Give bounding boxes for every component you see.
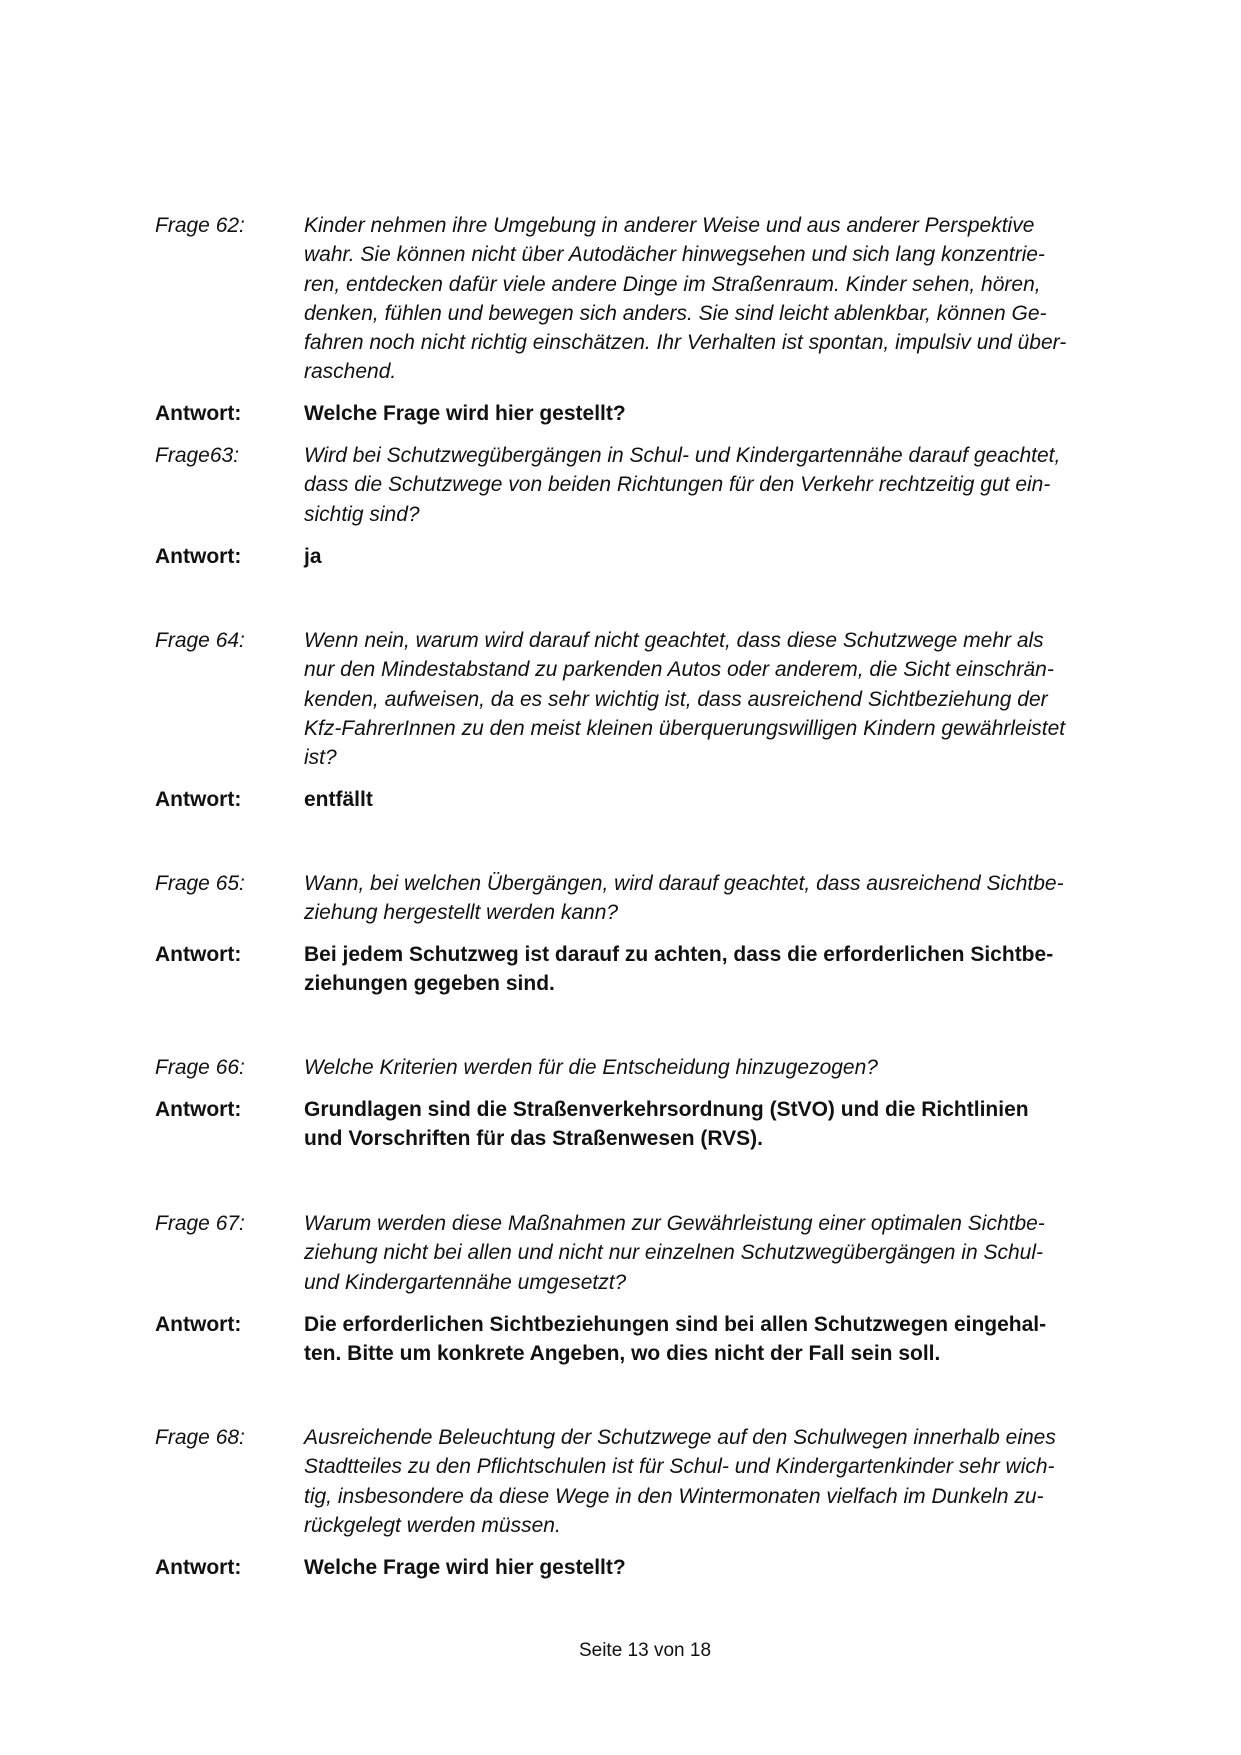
question-text: Wird bei Schutzwegübergängen in Schul- und Kindergartennähe darauf geachtet, dass die Schutzwege von beiden Richtungen für den Verkehr rechtzeitig gut ein- sichtig sind? <box>304 444 1061 526</box>
question-label: Frage 66: <box>155 1056 245 1079</box>
answer-label: Antwort: <box>155 402 242 425</box>
answer-text: Welche Frage wird hier gestellt? <box>304 1556 626 1579</box>
question-text: Warum werden diese Maßnahmen zur Gewährleistung einer optimalen Sichtbe- ziehung nicht bei allen und nicht nur einzelnen Schutzwegübergängen in Schul- und Kindergartennähe umgesetzt? <box>304 1212 1045 1294</box>
question-text: Welche Kriterien werden für die Entscheidung hinzugezogen? <box>304 1056 878 1079</box>
question-label: Frage63: <box>155 444 240 467</box>
answer-text: Die erforderlichen Sichtbeziehungen sind bei allen Schutzwegen eingehal- ten. Bitte um konkrete Angeben, wo dies nicht der Fall sein soll. <box>304 1313 1047 1366</box>
answer-text: Grundlagen sind die Straßenverkehrsordnung (StVO) und die Richtlinien und Vorschriften für das Straßenwesen (RVS). <box>304 1098 1029 1151</box>
answer-label: Antwort: <box>155 1556 242 1579</box>
question-label: Frage 64: <box>155 629 245 652</box>
answer-label: Antwort: <box>155 943 242 966</box>
answer-text: Bei jedem Schutzweg ist darauf zu achten, dass die erforderlichen Sichtbe- ziehungen gegeben sind. <box>304 943 1054 996</box>
answer-text: ja <box>304 545 322 568</box>
answer-label: Antwort: <box>155 1313 242 1336</box>
question-label: Frage 62: <box>155 214 245 237</box>
question-text: Kinder nehmen ihre Umgebung in anderer Weise und aus anderer Perspektive wahr. Sie können nicht über Autodächer hinwegsehen und sich lang konzentrie- ren, entdecken dafür viele andere Dinge im Straßenraum. Kinder sehen, hören, denken, fühlen und bewegen sich anders. Sie sind leicht ablenkbar, können Ge- fahren noch nicht richtig einschätzen. Ihr Verhalten ist spontan, impulsiv und über- raschend. <box>304 214 1067 384</box>
question-label: Frage 65: <box>155 872 245 895</box>
answer-label: Antwort: <box>155 1098 242 1121</box>
question-text: Ausreichende Beleuchtung der Schutzwege auf den Schulwegen innerhalb eines Stadtteiles zu den Pflichtschulen ist für Schul- und Kindergartenkinder sehr wich- tig, insbesondere da diese Wege in den Wintermonaten vielfach im Dunkeln zu- rückgelegt werden müssen. <box>304 1426 1056 1537</box>
page-number: Seite 13 von 18 <box>578 1640 712 1661</box>
answer-text: entfällt <box>304 788 373 811</box>
answer-label: Antwort: <box>155 788 242 811</box>
question-label: Frage 68: <box>155 1426 245 1449</box>
answer-label: Antwort: <box>155 545 242 568</box>
question-text: Wenn nein, warum wird darauf nicht geachtet, dass diese Schutzwege mehr als nur den Mindestabstand zu parkenden Autos oder anderem, die Sicht einschrän- kenden, aufweisen, da es sehr wichtig ist, dass ausreichend Sichtbeziehung der Kfz-FahrerInnen zu den meist kleinen überquerungswilligen Kindern gewährleistet ist? <box>304 629 1066 770</box>
question-label: Frage 67: <box>155 1212 245 1235</box>
question-text: Wann, bei welchen Übergängen, wird darauf geachtet, dass ausreichend Sichtbe- ziehung hergestellt werden kann? <box>304 872 1064 925</box>
answer-text: Welche Frage wird hier gestellt? <box>304 402 626 425</box>
